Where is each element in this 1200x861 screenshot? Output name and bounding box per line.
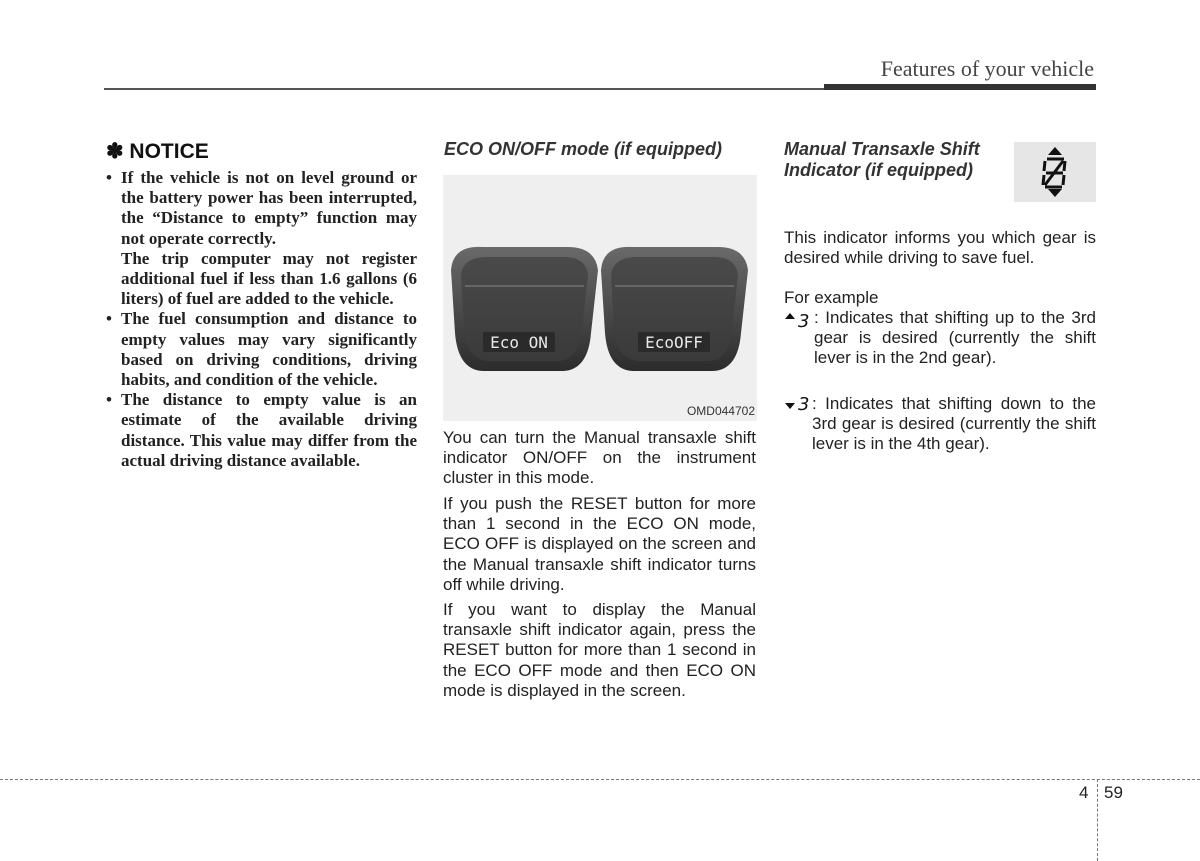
eco-heading: ECO ON/OFF mode (if equipped): [444, 139, 722, 159]
page-number: 59: [1104, 783, 1123, 802]
footer-divider: [0, 779, 1200, 780]
figure-code: OMD044702: [686, 404, 755, 418]
header-rule-accent: [824, 84, 1096, 90]
shift-indicator-icon: [1014, 142, 1096, 202]
eco-figure: [443, 175, 757, 421]
shift-example-item: [784, 394, 1096, 455]
right-gauge: [601, 247, 748, 371]
right-display-text: EcoOFF: [645, 333, 703, 352]
shift-example-text-content: : Indicates that shifting up to the 3rd gear is desired (currently the shift lever is in the 2nd gear).: [814, 308, 1096, 368]
up-arrow-gear-3-icon: [784, 308, 818, 335]
shift-heading-line: Manual Transaxle Shift: [784, 139, 980, 159]
notice-item-text: • If the vehicle is not on level ground or the battery power has been interrupted, the “Distance to empty” function may not operate correctly.: [121, 168, 417, 248]
shift-example-text-content: : Indicates that shifting down to the 3rd gear is desired (currently the shift lever is in the 4th gear).: [812, 394, 1096, 454]
page-header-title: Features of your vehicle: [880, 56, 1094, 81]
shift-heading-line: Indicator (if equipped): [784, 160, 973, 180]
shift-heading: [784, 139, 980, 181]
example-label: For example: [784, 288, 879, 307]
notice-item-text: The trip computer may not register additional fuel if less than 1.6 gallons (6 liters) of fuel are added to the vehicle.: [121, 248, 417, 309]
left-display-text: Eco ON: [490, 333, 548, 352]
instrument-cluster-illustration: [443, 175, 757, 421]
notice-list: [104, 168, 417, 471]
shift-example-text: [784, 308, 1096, 369]
notice-title: ✽ NOTICE: [106, 140, 209, 163]
down-arrow-gear-3-icon: [784, 394, 818, 421]
notice-item: [104, 168, 417, 309]
footer-page-divider: [1097, 779, 1098, 861]
chapter-number: 4: [1079, 783, 1089, 802]
shift-example-text: [784, 394, 1096, 455]
eco-paragraph: If you want to display the Manual transaxle shift indicator again, press the RESET button for more than 1 second in the ECO OFF mode and then ECO ON mode is displayed in the screen.: [443, 600, 756, 700]
eco-paragraph: You can turn the Manual transaxle shift indicator ON/OFF on the instrument cluster in this mode.: [443, 428, 756, 488]
eco-paragraph: If you push the RESET button for more than 1 second in the ECO ON mode, ECO OFF is displayed on the screen and the Manual transaxle shift indicator turns off while driving.: [443, 494, 756, 594]
notice-item: [104, 390, 417, 471]
notice-item-text: • The distance to empty value is an estimate of the available driving distance. This value may differ from the actual driving distance available.: [121, 390, 417, 470]
gear-number: 3: [798, 311, 810, 330]
left-gauge: [451, 247, 598, 371]
shift-intro: This indicator informs you which gear is desired while driving to save fuel.: [784, 228, 1096, 268]
header-rule: [104, 88, 826, 90]
notice-item: [104, 309, 417, 390]
gear-number: 3: [798, 394, 810, 415]
notice-item-text: • The fuel consumption and distance to empty values may vary significantly based on driving conditions, driving habits, and condition of the vehicle.: [121, 309, 417, 390]
shift-example-item: [784, 308, 1096, 369]
